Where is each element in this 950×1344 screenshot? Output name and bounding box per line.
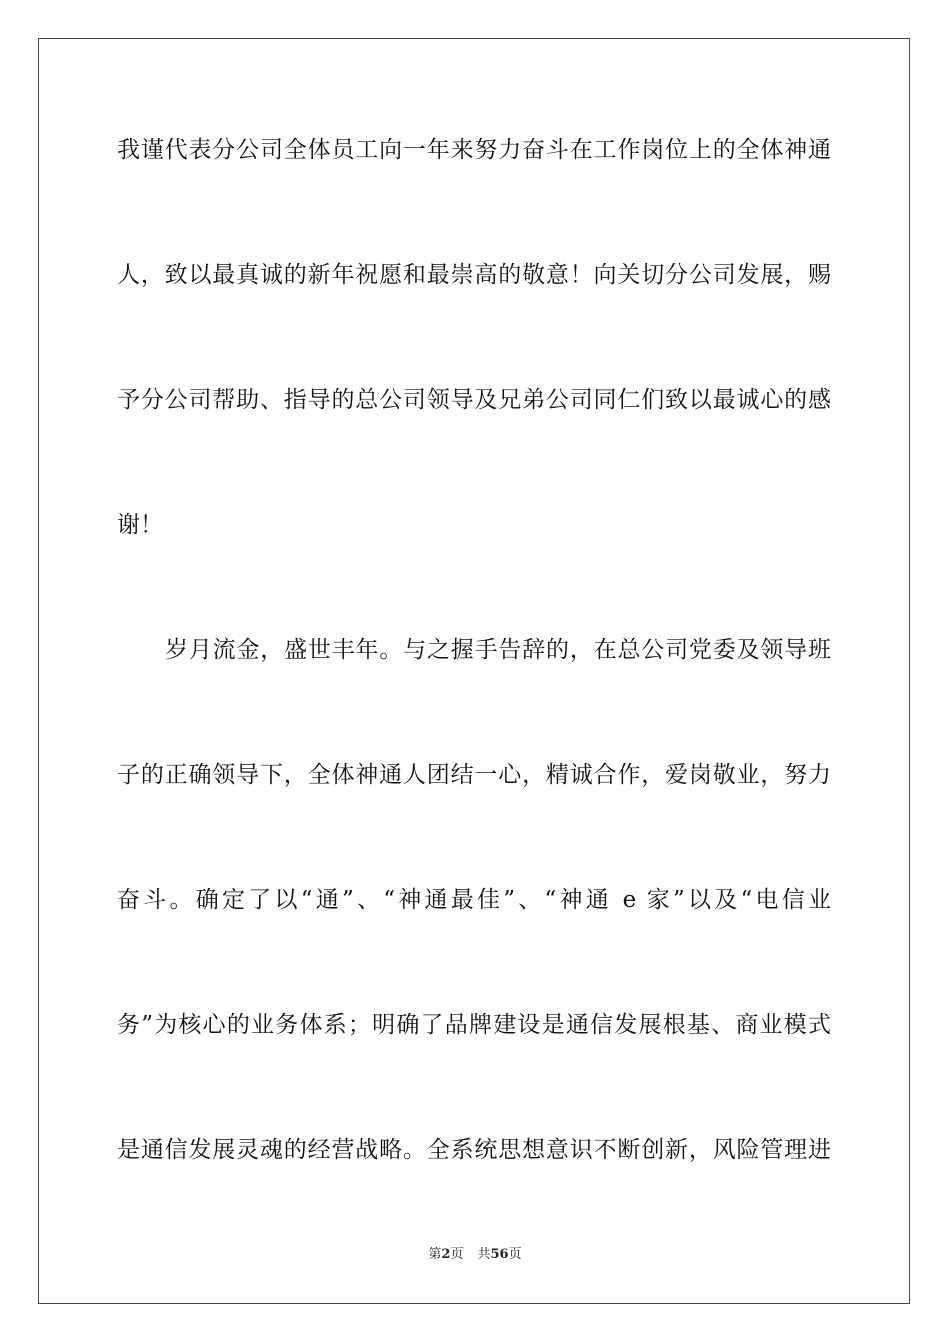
text-line-5: 岁月流金，盛世丰年。与之握手告辞的，在总公司党委及领导班: [165, 637, 831, 663]
text-line-6: 子的正确领导下，全体神通人团结一心，精诚合作，爱岗敬业，努力: [117, 762, 831, 788]
text-line-4: 谢！: [117, 512, 163, 538]
text-line-9: 是通信发展灵魂的经营战略。全系统思想意识不断创新，风险管理进: [117, 1137, 831, 1163]
page-number: 2: [441, 1247, 451, 1262]
total-prefix: 共: [477, 1247, 491, 1262]
total-suffix: 页: [508, 1247, 522, 1262]
text-line-8: 务”为核心的业务体系；明确了品牌建设是通信发展根基、商业模式: [117, 1012, 831, 1038]
text-line-3: 予分公司帮助、指导的总公司领导及兄弟公司同仁们致以最诚心的感: [117, 387, 831, 413]
page-prefix: 第: [428, 1247, 442, 1262]
page-border: [38, 38, 910, 1304]
page-suffix: 页: [450, 1247, 464, 1262]
text-line-7: 奋斗。确定了以“通”、“神通最佳”、“神通 e 家”以及“电信业: [117, 887, 831, 913]
text-line-2: 人，致以最真诚的新年祝愿和最崇高的敬意！向关切分公司发展，赐: [117, 262, 831, 288]
text-line-1: 我谨代表分公司全体员工向一年来努力奋斗在工作岗位上的全体神通: [117, 137, 831, 163]
total-pages: 56: [490, 1247, 509, 1262]
page-footer: [0, 1246, 950, 1264]
